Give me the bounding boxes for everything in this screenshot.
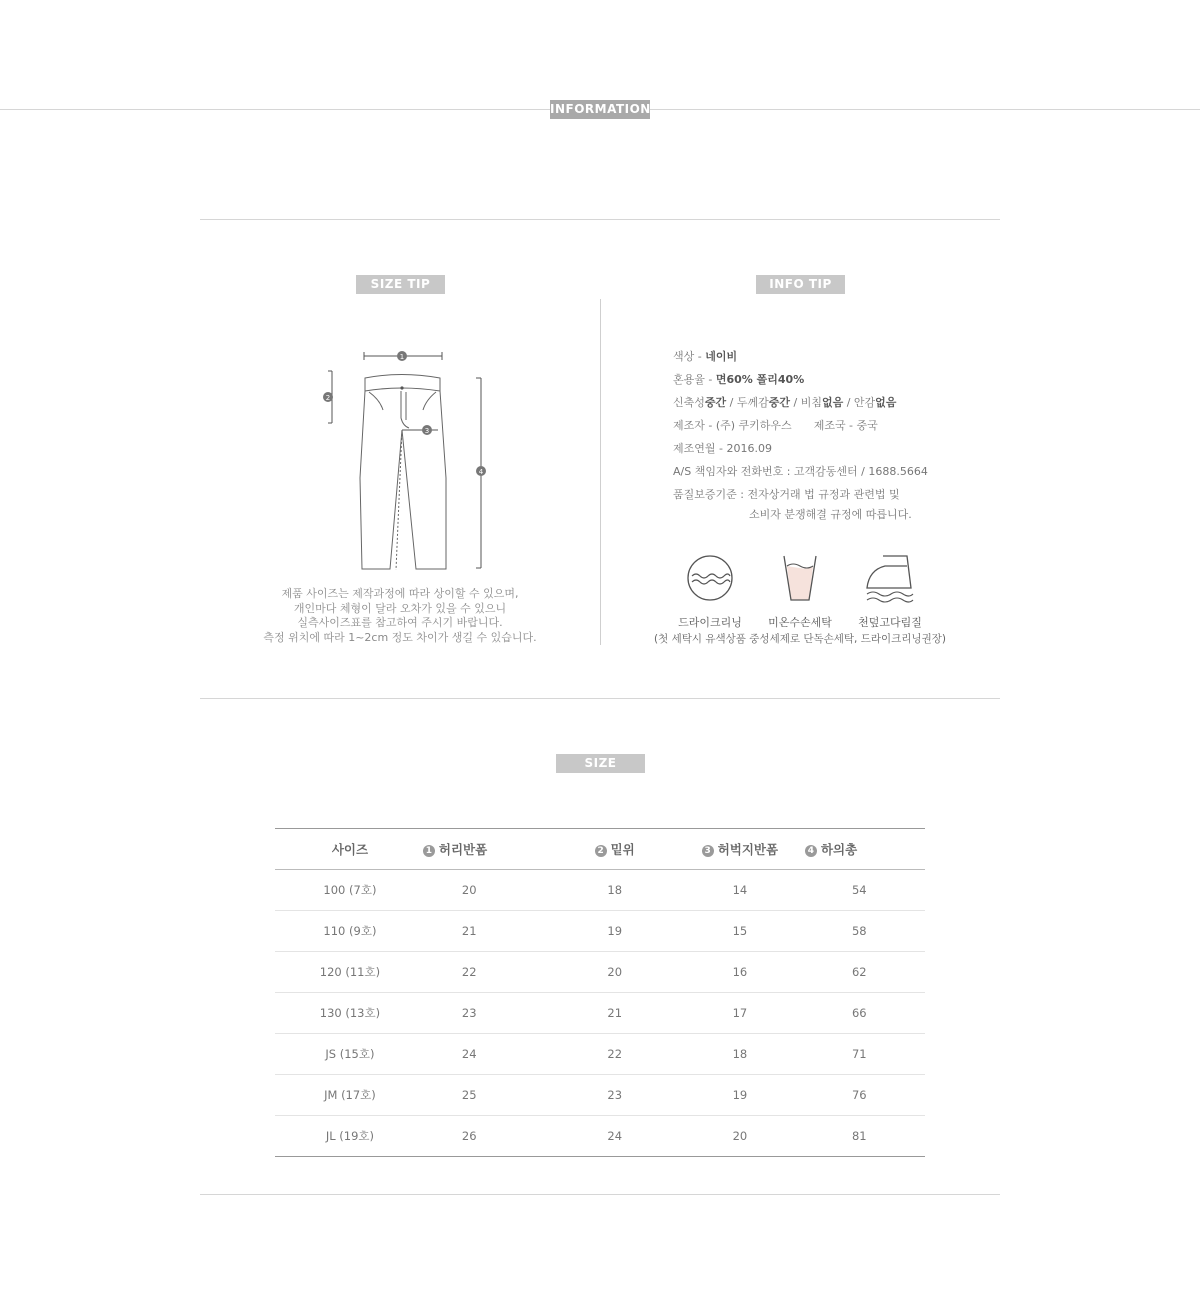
care-hand-wash (760, 552, 840, 630)
header-length: 4 하의총 (805, 829, 925, 870)
size-note-line: 실측사이즈표를 참고하여 주시기 바랍니다. (297, 616, 503, 629)
table-cell: 130 (13호) (275, 993, 425, 1034)
table-cell: 21 (555, 993, 675, 1034)
product-info-list (673, 347, 928, 528)
header-thigh: 3 허벅지반폼 (675, 829, 805, 870)
table-cell: 21 (425, 911, 555, 952)
table-cell: 20 (555, 952, 675, 993)
table-cell: JM (17호) (275, 1075, 425, 1116)
section-divider-2 (200, 698, 1000, 699)
table-cell: 22 (555, 1034, 675, 1075)
table-cell: 14 (675, 870, 805, 911)
table-cell: 100 (7호) (275, 870, 425, 911)
table-cell: 76 (805, 1075, 925, 1116)
table-cell: 15 (675, 911, 805, 952)
table-row (275, 911, 925, 952)
info-tip-title: INFO TIP (756, 275, 845, 294)
color-row: 색상 - 네이비 (673, 350, 738, 363)
information-title: INFORMATION (550, 100, 650, 119)
pants-diagram (310, 340, 500, 580)
table-cell: JL (19호) (275, 1116, 425, 1157)
mix-row: 혼용율 - 면60% 폴리40% (673, 373, 805, 386)
table-cell: 81 (805, 1116, 925, 1157)
table-cell: 19 (675, 1075, 805, 1116)
table-cell: 24 (555, 1116, 675, 1157)
section-divider-1 (200, 219, 1000, 220)
hand-wash-icon (774, 552, 826, 604)
size-note-line: 개인마다 체형이 달라 오차가 있을 수 있으니 (293, 601, 507, 615)
header-number-badge: 2 (595, 845, 607, 857)
table-cell: 58 (805, 911, 925, 952)
table-cell: 24 (425, 1034, 555, 1075)
table-cell: 19 (555, 911, 675, 952)
header-number-badge: 1 (423, 845, 435, 857)
table-cell: 17 (675, 993, 805, 1034)
header-number-badge: 4 (805, 845, 817, 857)
as-row: A/S 책임자와 전화번호 : 고객감동센터 / 1688.5664 (673, 465, 928, 478)
size-table (275, 828, 925, 1157)
table-cell: 20 (675, 1116, 805, 1157)
table-row (275, 952, 925, 993)
marker-2: 2 (325, 394, 331, 402)
care-dry-clean (670, 552, 750, 630)
care-label: 미온수손세탁 (768, 616, 832, 629)
care-note: (첫 세탁시 유색상품 중성세제로 단독손세탁, 드라이크리닝권장) (654, 633, 946, 645)
table-row (275, 993, 925, 1034)
iron-icon (861, 552, 919, 604)
table-cell: 16 (675, 952, 805, 993)
date-row: 제조연월 - 2016.09 (673, 442, 772, 455)
table-cell: JS (15호) (275, 1034, 425, 1075)
warranty-row-2: 소비자 분쟁해결 규정에 따릅니다. (749, 508, 912, 521)
table-cell: 20 (425, 870, 555, 911)
care-label: 드라이크리닝 (678, 616, 742, 629)
table-cell: 120 (11호) (275, 952, 425, 993)
care-label: 천덮고다림질 (858, 616, 922, 629)
table-cell: 23 (555, 1075, 675, 1116)
size-title: SIZE (556, 754, 645, 773)
size-note-line: 제품 사이즈는 제작과정에 따라 상이할 수 있으며, (281, 587, 519, 600)
dry-clean-icon (684, 552, 736, 604)
table-cell: 26 (425, 1116, 555, 1157)
size-note-line: 측정 위치에 따라 1~2cm 정도 차이가 생길 수 있습니다. (263, 630, 537, 644)
center-divider (600, 299, 601, 645)
marker-4: 4 (478, 468, 484, 476)
table-row (275, 870, 925, 911)
maker-row: 제조자 - (주) 쿠키하우스 제조국 - 중국 (673, 419, 878, 432)
marker-1: 1 (399, 353, 405, 361)
header-size: 사이즈 (275, 829, 425, 870)
table-cell: 66 (805, 993, 925, 1034)
size-note (240, 587, 560, 645)
table-row (275, 1034, 925, 1075)
fabric-row: 신축성중간 / 두께감중간 / 비침없음 / 안감없음 (673, 396, 897, 409)
table-cell: 54 (805, 870, 925, 911)
care-iron (850, 552, 930, 630)
size-tip-title: SIZE TIP (356, 275, 445, 294)
table-cell: 22 (425, 952, 555, 993)
header-waist: 1 허리반폼 (425, 829, 555, 870)
header-number-badge: 3 (702, 845, 714, 857)
table-row (275, 1116, 925, 1157)
header-rise: 2 밑위 (555, 829, 675, 870)
table-cell: 62 (805, 952, 925, 993)
table-cell: 71 (805, 1034, 925, 1075)
table-cell: 23 (425, 993, 555, 1034)
table-row (275, 1075, 925, 1116)
table-cell: 18 (675, 1034, 805, 1075)
table-cell: 25 (425, 1075, 555, 1116)
table-cell: 18 (555, 870, 675, 911)
table-header-row (275, 829, 925, 870)
bottom-divider (200, 1194, 1000, 1195)
warranty-row: 품질보증기준 : 전자상거래 법 규정과 관련법 및 (673, 488, 900, 501)
table-cell: 110 (9호) (275, 911, 425, 952)
marker-3: 3 (424, 427, 430, 435)
